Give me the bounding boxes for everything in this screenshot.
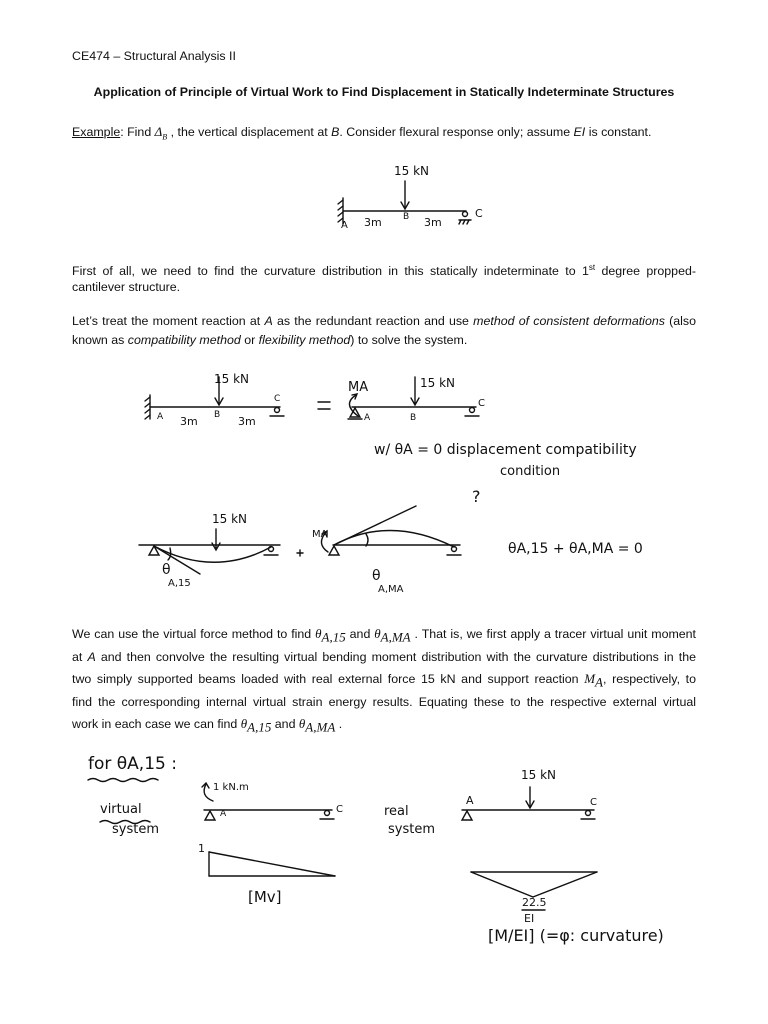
fig2-span-1: 3m <box>180 415 198 428</box>
paragraph-2-line-2: known as compatibility method or flexibility method) to solve the system. <box>72 333 468 347</box>
paragraph-3-line-5: work in each case we can find $\theta_{A,15}$ and $\theta_{A,MA}$ . <box>72 716 343 735</box>
fig2-load-left: 15 kN <box>214 372 250 386</box>
fig4-label-a-real: A <box>466 794 474 807</box>
fig2-label-c-left: C <box>274 394 281 404</box>
fig3-moment-label: MA <box>312 529 328 540</box>
mv-diagram-label: [Mv] <box>248 888 282 906</box>
fig2-moment-label: MA <box>348 380 369 395</box>
paragraph-3-line-1: We can use the virtual force method to find $\theta_{A,15}$ and $\theta_{A,MA}$ . That is, we first apply a tracer virtual unit moment <box>72 626 697 645</box>
paragraph-2-line-1: Let’s treat the moment reaction at A as the redundant reaction and use method of consistent deformations (also <box>72 314 697 328</box>
fig4-label-c-virtual: C <box>336 804 343 815</box>
curvature-diagram-label: [M/EI] (=φ: curvature) <box>488 926 664 945</box>
compatibility-equation: θA,15 + θA,MA = 0 <box>508 541 643 557</box>
paragraph-3-line-4: find the corresponding internal virtual strain energy results. Equating these to the respective external virtual <box>72 695 696 709</box>
fig2-label-c-right: C <box>478 398 485 409</box>
fig2-span-2: 3m <box>238 415 256 428</box>
page-title: Application of Principle of Virtual Work to Find Displacement in Statically Indeterminate Structures <box>93 85 675 99</box>
real-system-label-2: system <box>388 822 435 837</box>
fig2-label-a-right: A <box>364 413 371 423</box>
example-statement: Example: Find $\Delta_B$ , the vertical displacement at B. Consider flexural response only; assume EI is constant. <box>72 124 652 142</box>
virtual-system-label-1: virtual <box>100 802 142 817</box>
fig1-label-a: A <box>341 220 348 231</box>
compatibility-condition-line-1: w/ θA = 0 displacement compatibility <box>374 442 637 458</box>
fig1-label-c: C <box>475 207 483 220</box>
fig3-theta-ma-sub: A,MA <box>378 584 404 595</box>
peak-curvature-denominator: EI <box>524 912 535 925</box>
fig2-load-right: 15 kN <box>420 376 456 390</box>
fig4-label-c-real: C <box>590 797 597 808</box>
virtual-system-label-2: system <box>112 822 159 837</box>
fig1-span-1: 3m <box>364 216 382 229</box>
delta-symbol: $\Delta_B$ <box>154 124 168 142</box>
fig3-theta-ma: θ <box>372 568 381 584</box>
unit-moment-label: 1 kN.m <box>213 782 249 793</box>
virtual-case-heading: for θA,15 : <box>88 754 177 774</box>
fig3-theta-15-sub: A,15 <box>168 578 191 589</box>
fig2-label-b-right: B <box>410 413 417 423</box>
fig1-load-label: 15 kN <box>394 164 430 178</box>
fig3-theta-15: θ <box>162 562 171 578</box>
peak-curvature-numerator: 22.5 <box>522 896 547 909</box>
fig3-load-label: 15 kN <box>212 512 248 526</box>
paragraph-1-line-2: cantilever structure. <box>72 280 181 294</box>
paragraph-3-line-2: at A and then convolve the resulting virtual bending moment distribution with the curvature distributions in the <box>72 650 696 664</box>
fig4-load-label: 15 kN <box>521 768 557 782</box>
fig4-label-a-virtual: A <box>220 809 227 819</box>
fig1-label-b: B <box>403 212 410 222</box>
fig1-span-2: 3m <box>424 216 442 229</box>
question-mark: ? <box>472 487 481 506</box>
mv-ordinate-one: 1 <box>198 842 205 855</box>
real-system-label-1: real <box>384 804 409 819</box>
paragraph-3-line-3: two simply supported beams loaded with real external force 15 kN and support reaction $M_A$, respectively, to <box>72 671 696 690</box>
fig2-label-a-left: A <box>157 412 164 422</box>
fig2-label-b-left: B <box>214 410 221 420</box>
compatibility-condition-line-2: condition <box>500 464 561 479</box>
example-label: Example <box>72 125 121 139</box>
paragraph-1-line-1: First of all, we need to find the curvature distribution in this statically indeterminate to 1st degree propped- <box>72 263 696 279</box>
course-header: CE474 – Structural Analysis II <box>72 49 236 63</box>
